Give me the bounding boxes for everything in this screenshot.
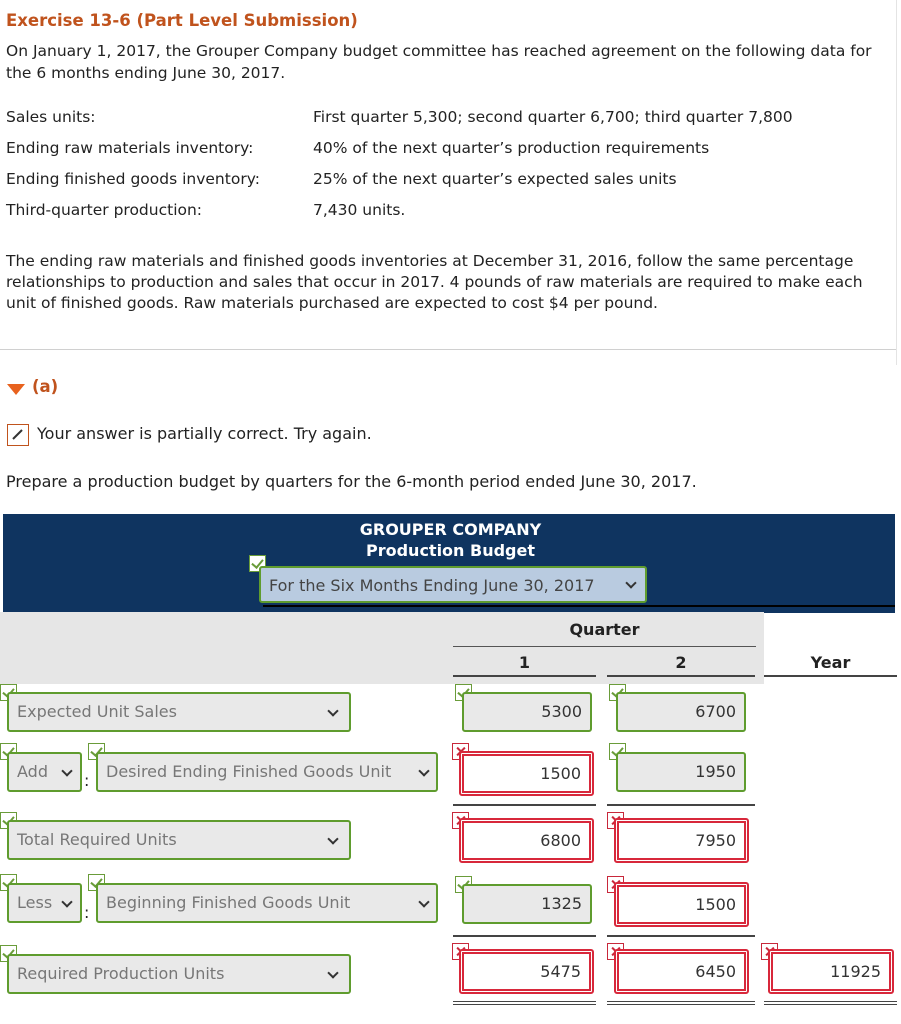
year-heading: Year	[810, 653, 851, 672]
feedback-message: Your answer is partially correct. Try again.	[37, 424, 372, 443]
fact-label-finished-goods: Ending finished goods inventory:	[6, 170, 260, 188]
chevron-down-icon	[625, 577, 636, 588]
q2-desired-ending-input[interactable]: 1950	[616, 752, 746, 792]
collapse-triangle-icon[interactable]	[7, 384, 25, 395]
q1-total-required-input[interactable]: 6800	[459, 818, 594, 863]
total-double-rule	[764, 1001, 897, 1005]
section-divider	[0, 349, 896, 350]
row-label-value: Total Required Units	[17, 830, 177, 849]
quarter-1-heading: 1	[518, 653, 531, 672]
header-rule	[263, 605, 895, 607]
chevron-down-icon	[327, 967, 338, 978]
q1-beginning-input[interactable]: 1325	[462, 884, 592, 924]
panel-border	[896, 0, 897, 365]
total-double-rule	[453, 1001, 596, 1005]
operator-select[interactable]	[7, 883, 82, 923]
subtotal-rule	[607, 804, 755, 806]
chevron-down-icon	[327, 833, 338, 844]
quarter-rule	[453, 646, 756, 647]
q1-expected-sales-input[interactable]: 5300	[462, 692, 592, 732]
subtotal-rule	[453, 935, 596, 937]
company-name: GROUPER COMPANY	[359, 520, 542, 539]
fact-value-finished-goods: 25% of the next quarter’s expected sales units	[313, 170, 677, 188]
exercise-title: Exercise 13-6 (Part Level Submission)	[6, 11, 358, 30]
row-label-select[interactable]	[7, 954, 351, 994]
chevron-down-icon	[418, 765, 429, 776]
q2-required-production-input[interactable]: 6450	[614, 949, 749, 994]
question-prompt: Prepare a production budget by quarters for the 6-month period ended June 30, 2017.	[6, 472, 697, 491]
budget-subtitle: Production Budget	[365, 541, 535, 560]
subtotal-rule	[607, 935, 755, 937]
row-label-select[interactable]	[7, 692, 351, 732]
quarter-2-rule	[607, 675, 755, 677]
problem-paragraph: The ending raw materials and finished goods inventories at December 31, 2016, follow the same percentage relationships to production and sales that occur in 2017. 4 pounds of raw materials are required to make each unit of finished goods. Raw materials purchased are expected to cost $4 per pound.	[6, 252, 863, 312]
row-label-value: Beginning Finished Goods Unit	[106, 893, 351, 912]
colon-separator: :	[84, 903, 90, 922]
operator-value: Add	[17, 762, 48, 781]
chevron-down-icon	[61, 765, 72, 776]
operator-value: Less	[17, 893, 53, 912]
intro-text: On January 1, 2017, the Grouper Company budget committee has reached agreement on the following data for the 6 months ending June 30, 2017.	[6, 42, 872, 82]
period-select[interactable]	[259, 566, 647, 603]
row-label-select[interactable]	[7, 820, 351, 860]
fact-label-third-quarter: Third-quarter production:	[6, 201, 203, 219]
row-label-select[interactable]	[96, 883, 438, 923]
subtotal-rule	[453, 804, 596, 806]
q2-expected-sales-input[interactable]: 6700	[616, 692, 746, 732]
fact-value-third-quarter: 7,430 units.	[313, 201, 406, 219]
part-label[interactable]: (a)	[32, 377, 59, 396]
fact-label-sales-units: Sales units:	[6, 108, 96, 126]
q2-beginning-input[interactable]: 1500	[614, 882, 749, 927]
year-required-production-input[interactable]: 11925	[768, 949, 894, 994]
fact-value-sales-units: First quarter 5,300; second quarter 6,700; third quarter 7,800	[313, 108, 793, 126]
row-label-value: Expected Unit Sales	[17, 702, 177, 721]
chevron-down-icon	[327, 705, 338, 716]
quarter-1-rule	[453, 675, 596, 677]
colon-separator: :	[84, 771, 90, 790]
fact-value-raw-materials: 40% of the next quarter’s production requirements	[313, 139, 710, 157]
q2-total-required-input[interactable]: 7950	[614, 818, 749, 863]
year-rule	[764, 675, 897, 677]
pencil-icon	[7, 424, 29, 446]
q1-required-production-input[interactable]: 5475	[459, 949, 594, 994]
quarter-heading: Quarter	[569, 620, 640, 639]
row-label-select[interactable]	[96, 752, 438, 792]
q1-desired-ending-input[interactable]: 1500	[459, 751, 594, 796]
quarter-2-heading: 2	[675, 653, 687, 672]
total-double-rule	[607, 1001, 755, 1005]
chevron-down-icon	[61, 896, 72, 907]
period-select-value: For the Six Months Ending June 30, 2017	[269, 576, 595, 595]
row-label-value: Required Production Units	[17, 964, 225, 983]
row-label-value: Desired Ending Finished Goods Unit	[106, 762, 392, 781]
chevron-down-icon	[418, 896, 429, 907]
fact-label-raw-materials: Ending raw materials inventory:	[6, 139, 254, 157]
operator-select[interactable]	[7, 752, 82, 792]
